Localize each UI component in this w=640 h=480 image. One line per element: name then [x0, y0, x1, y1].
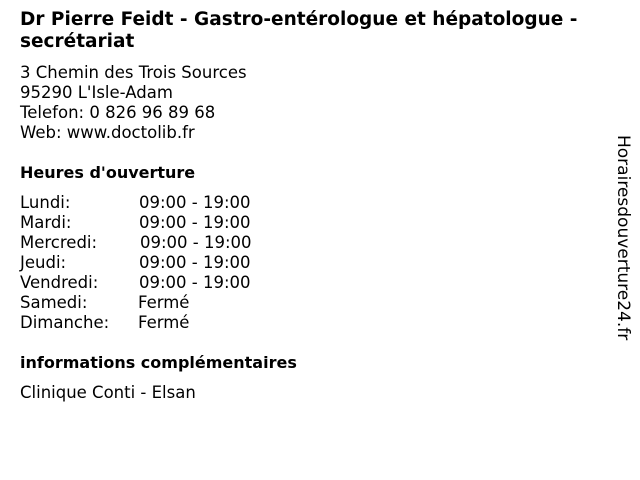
hours-time: 09:00 - 19:00 — [139, 273, 251, 292]
hours-time: 09:00 - 19:00 — [140, 233, 252, 252]
address-city: 95290 L'Isle-Adam — [20, 83, 173, 102]
hours-day: Samedi: — [20, 293, 88, 312]
address-block — [20, 63, 247, 143]
hours-time: Fermé — [138, 313, 190, 332]
hours-day: Jeudi: — [20, 253, 67, 272]
hours-time: Fermé — [138, 293, 190, 312]
hours-day: Mardi: — [20, 213, 72, 232]
address-street: 3 Chemin des Trois Sources — [20, 63, 247, 82]
hours-time: 09:00 - 19:00 — [139, 193, 251, 212]
hours-heading: Heures d'ouverture — [20, 163, 196, 182]
phone-number: Telefon: 0 826 96 89 68 — [20, 103, 216, 122]
page-title: Dr Pierre Feidt - Gastro-entérologue et hépatologue - secrétariat — [20, 9, 578, 52]
hours-time: 09:00 - 19:00 — [139, 213, 251, 232]
hours-day: Lundi: — [20, 193, 71, 212]
hours-day: Mercredi: — [20, 233, 98, 252]
website: Web: www.doctolib.fr — [20, 123, 195, 142]
info-heading: informations complémentaires — [20, 353, 297, 372]
hours-day: Vendredi: — [20, 273, 99, 292]
hours-time: 09:00 - 19:00 — [139, 253, 251, 272]
info-text: Clinique Conti - Elsan — [20, 383, 196, 402]
hours-day: Dimanche: — [20, 313, 110, 332]
site-watermark: Horairesdouverture24.fr — [613, 135, 633, 341]
